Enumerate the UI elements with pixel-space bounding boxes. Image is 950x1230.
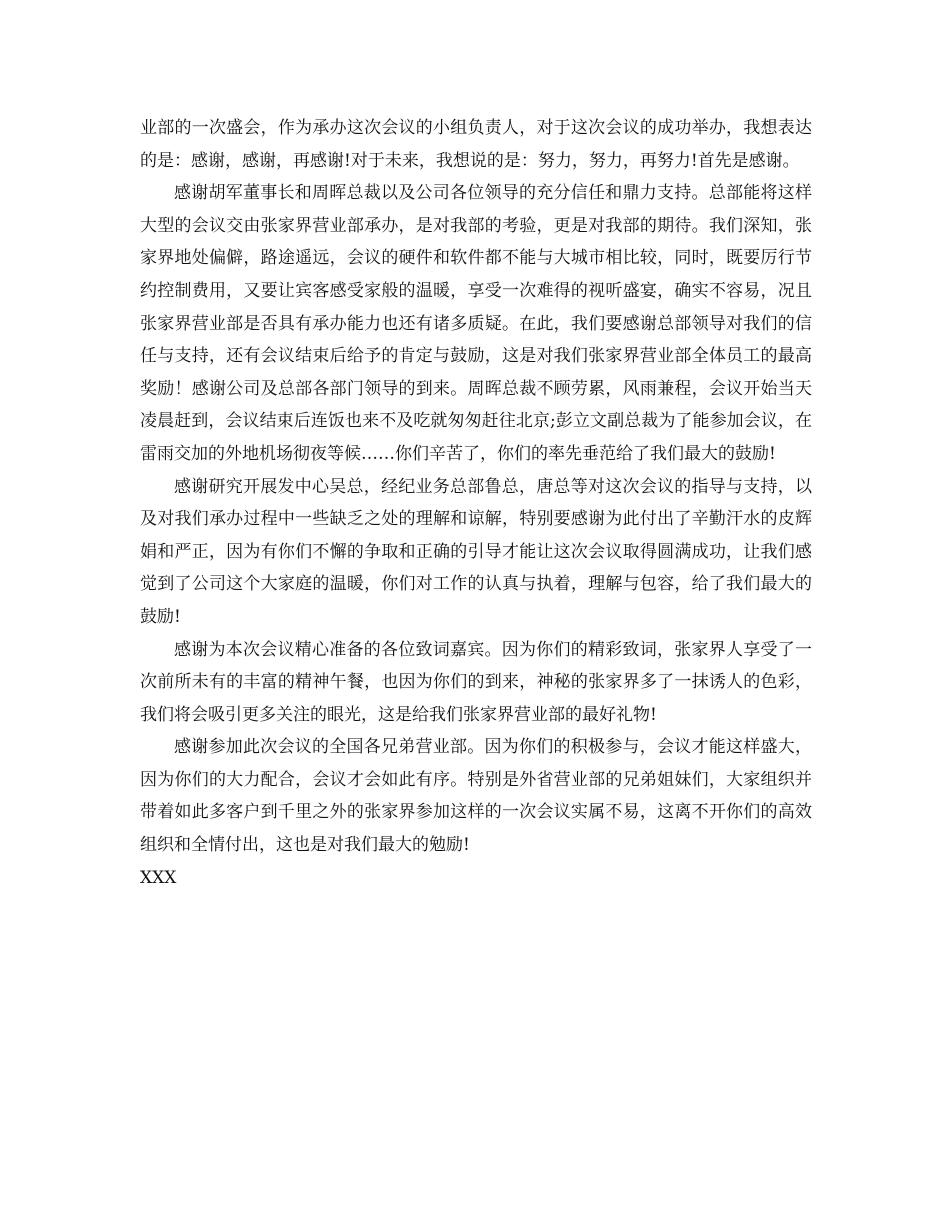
paragraph-thanks-branches: 感谢参加此次会议的全国各兄弟营业部。因为你们的积极参与，会议才能这样盛大，因为你们的大力配合，会议才会如此有序。特别是外省营业部的兄弟姐妹们，大家组织并带着如此多客户到千里之外的张家界参加这样的一次会议实属不易，这离不开你们的高效组织和全情付出，这也是对我们最大的勉励! [140,737,812,856]
paragraph-thanks-leadership: 感谢胡军董事长和周晖总裁以及公司各位领导的充分信任和鼎力支持。总部能将这样大型的会议交由张家界营业部承办，是对我部的考验，更是对我部的期待。我们深知，张家界地处偏僻，路途遥远，会议的硬件和软件都不能与大城市相比较，同时，既要厉行节约控制费用，又要让宾客感受家般的温暖，享受一次难得的视听盛宴，确实不容易，况且张家界营业部是否具有承办能力也还有诸多质疑。在此，我们要感谢总部领导对我们的信任与支持，还有会议结束后给予的肯定与鼓励，这是对我们张家界营业部全体员工的最高奖励！感谢公司及总部各部门领导的到来。周晖总裁不顾劳累，风雨兼程，会议开始当天凌晨赶到，会议结束后连饭也来不及吃就匆匆赶往北京;彭立文副总裁为了能参加会议，在雷雨交加的外地机场彻夜等候……你们辛苦了，你们的率先垂范给了我们最大的鼓励! [140,183,812,464]
paragraph-thanks-research-center: 感谢研究开展发中心吴总，经纪业务总部鲁总，唐总等对这次会议的指导与支持，以及对我们承办过程中一些缺乏之处的理解和谅解，特别要感谢为此付出了辛勤汗水的皮辉娟和严正，因为有你们不懈的争取和正确的引导才能让这次会议取得圆满成功，让我们感觉到了公司这个大家庭的温暖，你们对工作的认真与执着，理解与包容，给了我们最大的鼓励! [140,476,812,627]
paragraph-opening: 业部的一次盛会，作为承办这次会议的小组负责人，对于这次会议的成功举办，我想表达的是：感谢，感谢，再感谢!对于未来，我想说的是：努力，努力，再努力!首先是感谢。 [140,118,812,171]
paragraph-thanks-guests: 感谢为本次会议精心准备的各位致词嘉宾。因为你们的精彩致词，张家界人享受了一次前所未有的丰富的精神午餐，也因为你们的到来，神秘的张家界多了一抹诱人的色彩，我们将会吸引更多关注的眼光，这是给我们张家界营业部的最好礼物! [140,639,812,725]
signature: XXX [140,867,177,888]
document-body [140,112,812,894]
